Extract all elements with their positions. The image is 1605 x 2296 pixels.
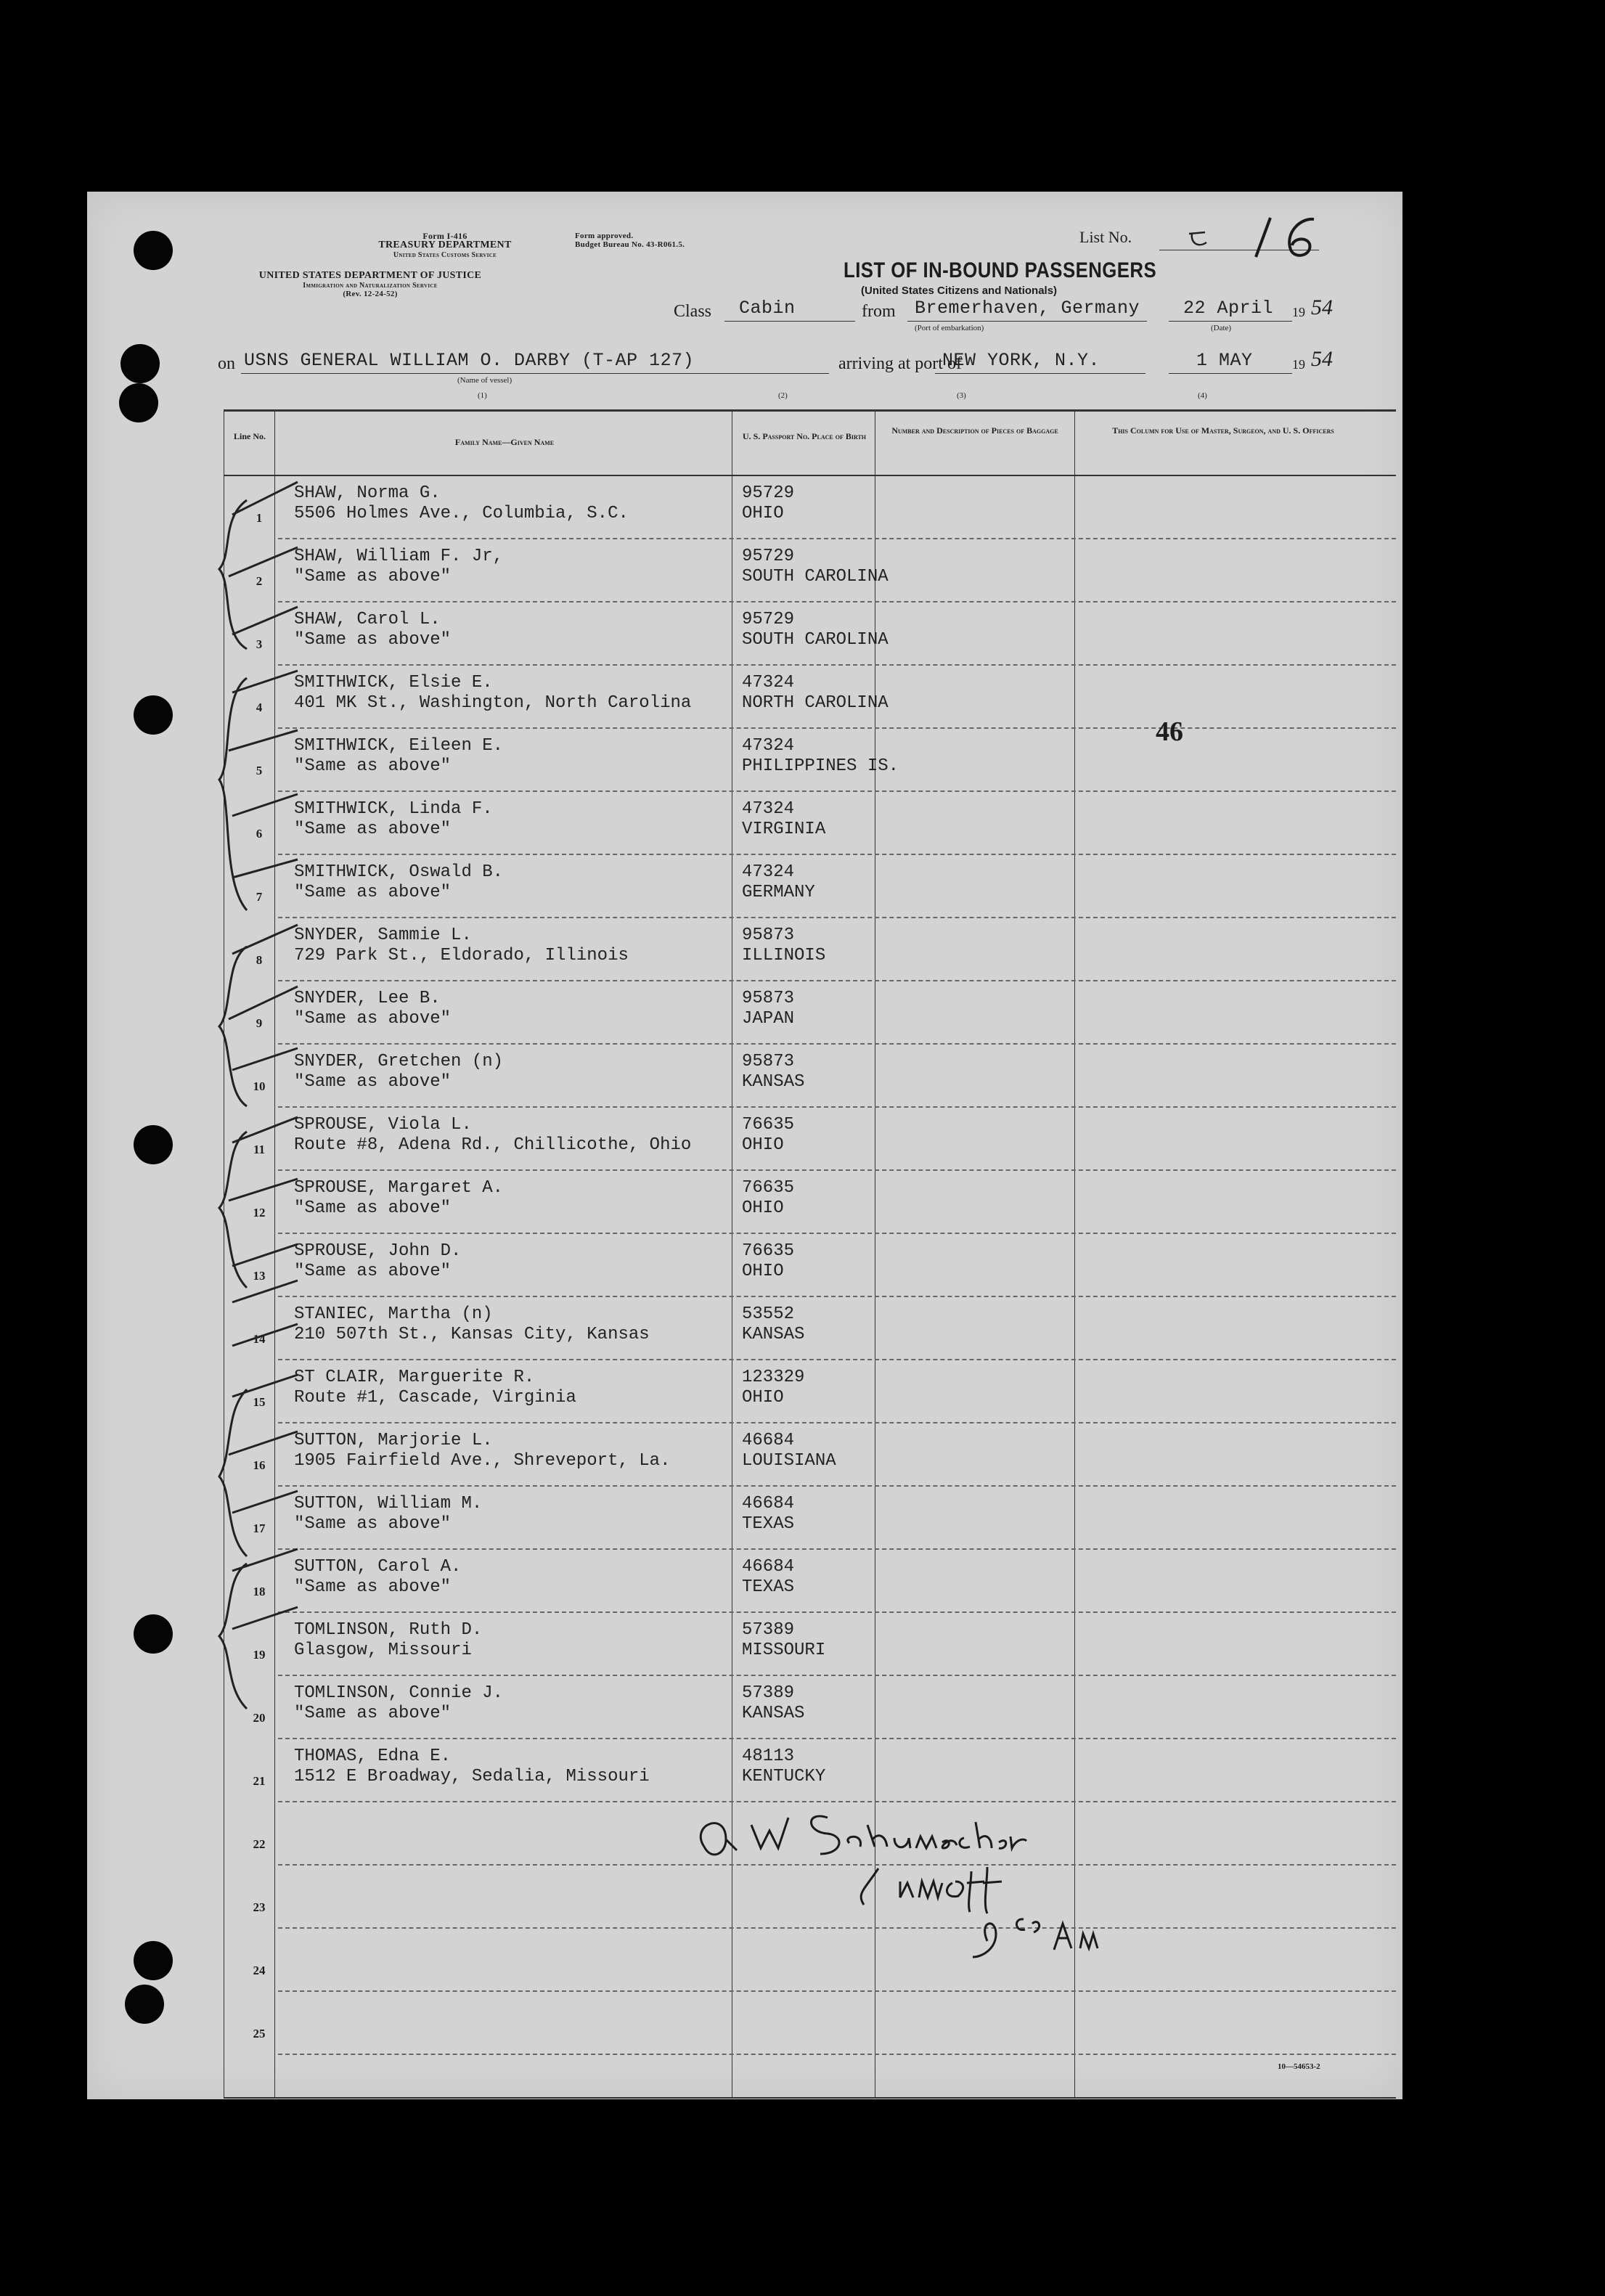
- passenger-name: SMITHWICK, Oswald B.: [294, 862, 504, 882]
- place-of-birth: TEXAS: [742, 1577, 795, 1597]
- passenger-name: SNYDER, Lee B.: [294, 989, 441, 1008]
- binder-hole: [121, 344, 160, 383]
- binder-hole: [134, 1125, 173, 1164]
- table-top-rule: [224, 409, 1396, 412]
- passenger-address: 1512 E Broadway, Sedalia, Missouri: [294, 1767, 650, 1786]
- passenger-name: SMITHWICK, Eileen E.: [294, 736, 504, 756]
- manifest-page: [87, 192, 1402, 2099]
- table-bottom-rule: [224, 2097, 1396, 2099]
- passenger-name: SHAW, William F. Jr,: [294, 547, 504, 566]
- passport-number: 46684: [742, 1557, 795, 1577]
- row-line-number: 19: [253, 1648, 266, 1662]
- passport-number: 48113: [742, 1746, 795, 1766]
- binder-hole: [134, 695, 173, 735]
- row-line-number: 7: [256, 890, 263, 904]
- place-of-birth: KANSAS: [742, 1325, 805, 1344]
- row-line-number: 11: [253, 1143, 266, 1156]
- place-of-birth: MISSOURI: [742, 1641, 826, 1660]
- table-row: [87, 1992, 1402, 2055]
- list-no-handwriting: [1176, 205, 1386, 263]
- passenger-address: Route #1, Cascade, Virginia: [294, 1388, 576, 1408]
- passport-number: 47324: [742, 799, 795, 819]
- place-of-birth: OHIO: [742, 504, 784, 523]
- treasury-department: TREASURY DEPARTMENT: [378, 240, 512, 250]
- from-value: Bremerhaven, Germany: [915, 298, 1140, 319]
- from-label: from: [862, 302, 896, 321]
- col-header-officers: This Column for Use of Master, Surgeon, and U. S. Officers: [1112, 425, 1334, 436]
- passport-number: 95873: [742, 989, 795, 1008]
- binder-hole: [119, 383, 158, 422]
- row-line-number: 5: [256, 764, 263, 777]
- family-bracket-marks: [203, 475, 421, 1774]
- form-approved: Form approved.: [575, 232, 634, 240]
- footer-form-number: 10—54653-2: [1278, 2062, 1320, 2071]
- place-of-birth: GERMANY: [742, 883, 815, 902]
- place-of-birth: OHIO: [742, 1198, 784, 1218]
- passport-number: 47324: [742, 673, 795, 693]
- class-value: Cabin: [739, 298, 796, 319]
- passenger-name: SUTTON, William M.: [294, 1494, 483, 1513]
- caption-2: (2): [778, 391, 788, 400]
- passenger-name: TOMLINSON, Ruth D.: [294, 1620, 483, 1640]
- passenger-name: SHAW, Norma G.: [294, 483, 441, 503]
- passport-number: 46684: [742, 1494, 795, 1513]
- vessel-name: USNS GENERAL WILLIAM O. DARBY (T-AP 127): [244, 350, 695, 371]
- passenger-address: "Same as above": [294, 820, 452, 839]
- binder-hole: [125, 1985, 164, 2024]
- row-rule: [278, 2054, 1396, 2055]
- passenger-name: SNYDER, Sammie L.: [294, 926, 472, 945]
- passenger-address: 1905 Fairfield Ave., Shreveport, La.: [294, 1451, 671, 1471]
- passenger-address: 401 MK St., Washington, North Carolina: [294, 693, 692, 713]
- row-line-number: 12: [253, 1206, 266, 1220]
- document-subtitle: (United States Citizens and Nationals): [861, 285, 1058, 297]
- vessel-rule: [241, 373, 829, 374]
- place-of-birth: KANSAS: [742, 1704, 805, 1723]
- row-line-number: 14: [253, 1332, 266, 1346]
- passport-number: 76635: [742, 1241, 795, 1261]
- passport-number: 57389: [742, 1683, 795, 1703]
- passport-number: 53552: [742, 1304, 795, 1324]
- date-caption: (Date): [1211, 324, 1232, 332]
- passport-number: 76635: [742, 1178, 795, 1198]
- binder-hole: [134, 1614, 173, 1654]
- passenger-name: SUTTON, Carol A.: [294, 1557, 462, 1577]
- arrival-port: NEW YORK, N.Y.: [942, 350, 1100, 371]
- passenger-name: TOMLINSON, Connie J.: [294, 1683, 504, 1703]
- place-of-birth: SOUTH CAROLINA: [742, 567, 889, 587]
- place-of-birth: TEXAS: [742, 1514, 795, 1534]
- row-line-number: 6: [256, 827, 263, 841]
- passenger-address: "Same as above": [294, 1072, 452, 1092]
- passenger-name: SNYDER, Gretchen (n): [294, 1052, 504, 1071]
- row-line-number: 16: [253, 1458, 266, 1472]
- vessel-caption: (Name of vessel): [457, 376, 512, 385]
- col-header-line: Line No.: [233, 431, 266, 441]
- place-of-birth: OHIO: [742, 1388, 784, 1408]
- passenger-address: "Same as above": [294, 1577, 452, 1597]
- row-line-number: 3: [256, 637, 263, 651]
- passport-number: 57389: [742, 1620, 795, 1640]
- passenger-address: 210 507th St., Kansas City, Kansas: [294, 1325, 650, 1344]
- place-of-birth: ILLINOIS: [742, 946, 826, 965]
- passenger-address: "Same as above": [294, 1704, 452, 1723]
- passenger-name: SMITHWICK, Elsie E.: [294, 673, 493, 693]
- place-of-birth: VIRGINIA: [742, 820, 826, 839]
- row-line-number: 22: [253, 1837, 266, 1851]
- arrival-date-rule: [1169, 373, 1292, 374]
- depart-date: 22 April: [1183, 298, 1274, 319]
- col-header-baggage: Number and Description of Pieces of Baggage: [891, 425, 1058, 436]
- row-line-number: 23: [253, 1900, 266, 1914]
- passport-number: 95873: [742, 1052, 795, 1071]
- place-of-birth: KENTUCKY: [742, 1767, 826, 1786]
- row-line-number: 10: [253, 1079, 266, 1093]
- port-rule: [935, 373, 1145, 374]
- row-line-number: 15: [253, 1395, 266, 1409]
- passport-number: 95873: [742, 926, 795, 945]
- passenger-name: SPROUSE, John D.: [294, 1241, 462, 1261]
- form-number: Form I-416: [422, 231, 467, 241]
- passenger-address: "Same as above": [294, 1009, 452, 1029]
- passenger-address: Glasgow, Missouri: [294, 1641, 472, 1660]
- row-line-number: 8: [256, 953, 263, 967]
- place-of-birth: KANSAS: [742, 1072, 805, 1092]
- place-of-birth: NORTH CAROLINA: [742, 693, 889, 713]
- embarkation-caption: (Port of embarkation): [915, 324, 984, 332]
- passenger-address: "Same as above": [294, 883, 452, 902]
- passenger-name: THOMAS, Edna E.: [294, 1746, 452, 1766]
- document-title: LIST OF IN-BOUND PASSENGERS: [844, 258, 1157, 282]
- caption-1: (1): [478, 391, 487, 400]
- passenger-address: Route #8, Adena Rd., Chillicothe, Ohio: [294, 1135, 692, 1155]
- row-line-number: 18: [253, 1585, 266, 1598]
- passport-number: 47324: [742, 736, 795, 756]
- depart-year-prefix: 19: [1292, 305, 1305, 319]
- place-of-birth: SOUTH CAROLINA: [742, 630, 889, 650]
- row-line-number: 13: [253, 1269, 266, 1283]
- passport-number: 95729: [742, 610, 795, 629]
- row-line-number: 21: [253, 1774, 266, 1788]
- place-of-birth: JAPAN: [742, 1009, 795, 1029]
- passenger-name: SHAW, Carol L.: [294, 610, 441, 629]
- col-header-passport: U. S. Passport No. Place of Birth: [742, 431, 866, 441]
- arrival-year: 54: [1311, 347, 1333, 371]
- binder-hole: [134, 231, 173, 270]
- row-line-number: 17: [253, 1521, 266, 1535]
- passenger-address: 5506 Holmes Ave., Columbia, S.C.: [294, 504, 629, 523]
- passenger-address: "Same as above": [294, 756, 452, 776]
- passenger-name: STANIEC, Martha (n): [294, 1304, 493, 1324]
- passport-number: 95729: [742, 547, 795, 566]
- place-of-birth: LOUISIANA: [742, 1451, 836, 1471]
- on-label: on: [218, 354, 235, 373]
- depart-year: 54: [1311, 295, 1333, 319]
- passport-number: 123329: [742, 1368, 805, 1387]
- col-header-name: Family Name—Given Name: [454, 437, 555, 447]
- depart-date-rule: [1169, 321, 1292, 322]
- passenger-address: 729 Park St., Eldorado, Illinois: [294, 946, 629, 965]
- arrival-date: 1 MAY: [1196, 350, 1253, 371]
- passenger-address: "Same as above": [294, 630, 452, 650]
- binder-hole: [134, 1941, 173, 1980]
- list-no-label: List No.: [1079, 228, 1132, 246]
- ins-service: Immigration and Naturalization Service: [303, 282, 438, 290]
- row-line-number: 2: [256, 574, 263, 588]
- officer-mark: 46: [1156, 716, 1183, 747]
- class-rule: [724, 321, 855, 322]
- row-line-number: 20: [253, 1711, 266, 1725]
- row-line-number: 24: [253, 1964, 266, 1977]
- passenger-address: "Same as above": [294, 1514, 452, 1534]
- budget-bureau: Budget Bureau No. 43-R061.5.: [575, 240, 685, 249]
- passport-number: 47324: [742, 862, 795, 882]
- revision: (Rev. 12-24-52): [343, 290, 398, 298]
- arriving-label: arriving at port of: [838, 354, 962, 373]
- passenger-address: "Same as above": [294, 1262, 452, 1281]
- from-rule: [907, 321, 1147, 322]
- row-line-number: 4: [256, 700, 263, 714]
- immigration-officer-signature: [682, 1796, 1234, 1963]
- passenger-name: SPROUSE, Margaret A.: [294, 1178, 504, 1198]
- passenger-address: "Same as above": [294, 1198, 452, 1218]
- passport-number: 76635: [742, 1115, 795, 1135]
- customs-service: United States Customs Service: [393, 251, 497, 259]
- place-of-birth: PHILIPPINES IS.: [742, 756, 899, 776]
- row-line-number: 1: [256, 511, 263, 525]
- caption-3: (3): [957, 391, 966, 400]
- row-line-number: 25: [253, 2027, 266, 2040]
- class-label: Class: [674, 302, 712, 321]
- passport-number: 46684: [742, 1431, 795, 1450]
- place-of-birth: OHIO: [742, 1135, 784, 1155]
- passport-number: 95729: [742, 483, 795, 503]
- place-of-birth: OHIO: [742, 1262, 784, 1281]
- passenger-name: SPROUSE, Viola L.: [294, 1115, 472, 1135]
- passenger-name: SUTTON, Marjorie L.: [294, 1431, 493, 1450]
- arrival-year-prefix: 19: [1292, 357, 1305, 372]
- passenger-address: "Same as above": [294, 567, 452, 587]
- justice-department: UNITED STATES DEPARTMENT OF JUSTICE: [258, 270, 482, 281]
- row-line-number: 9: [256, 1016, 263, 1030]
- passenger-name: ST CLAIR, Marguerite R.: [294, 1368, 535, 1387]
- caption-4: (4): [1198, 391, 1207, 400]
- passenger-name: SMITHWICK, Linda F.: [294, 799, 493, 819]
